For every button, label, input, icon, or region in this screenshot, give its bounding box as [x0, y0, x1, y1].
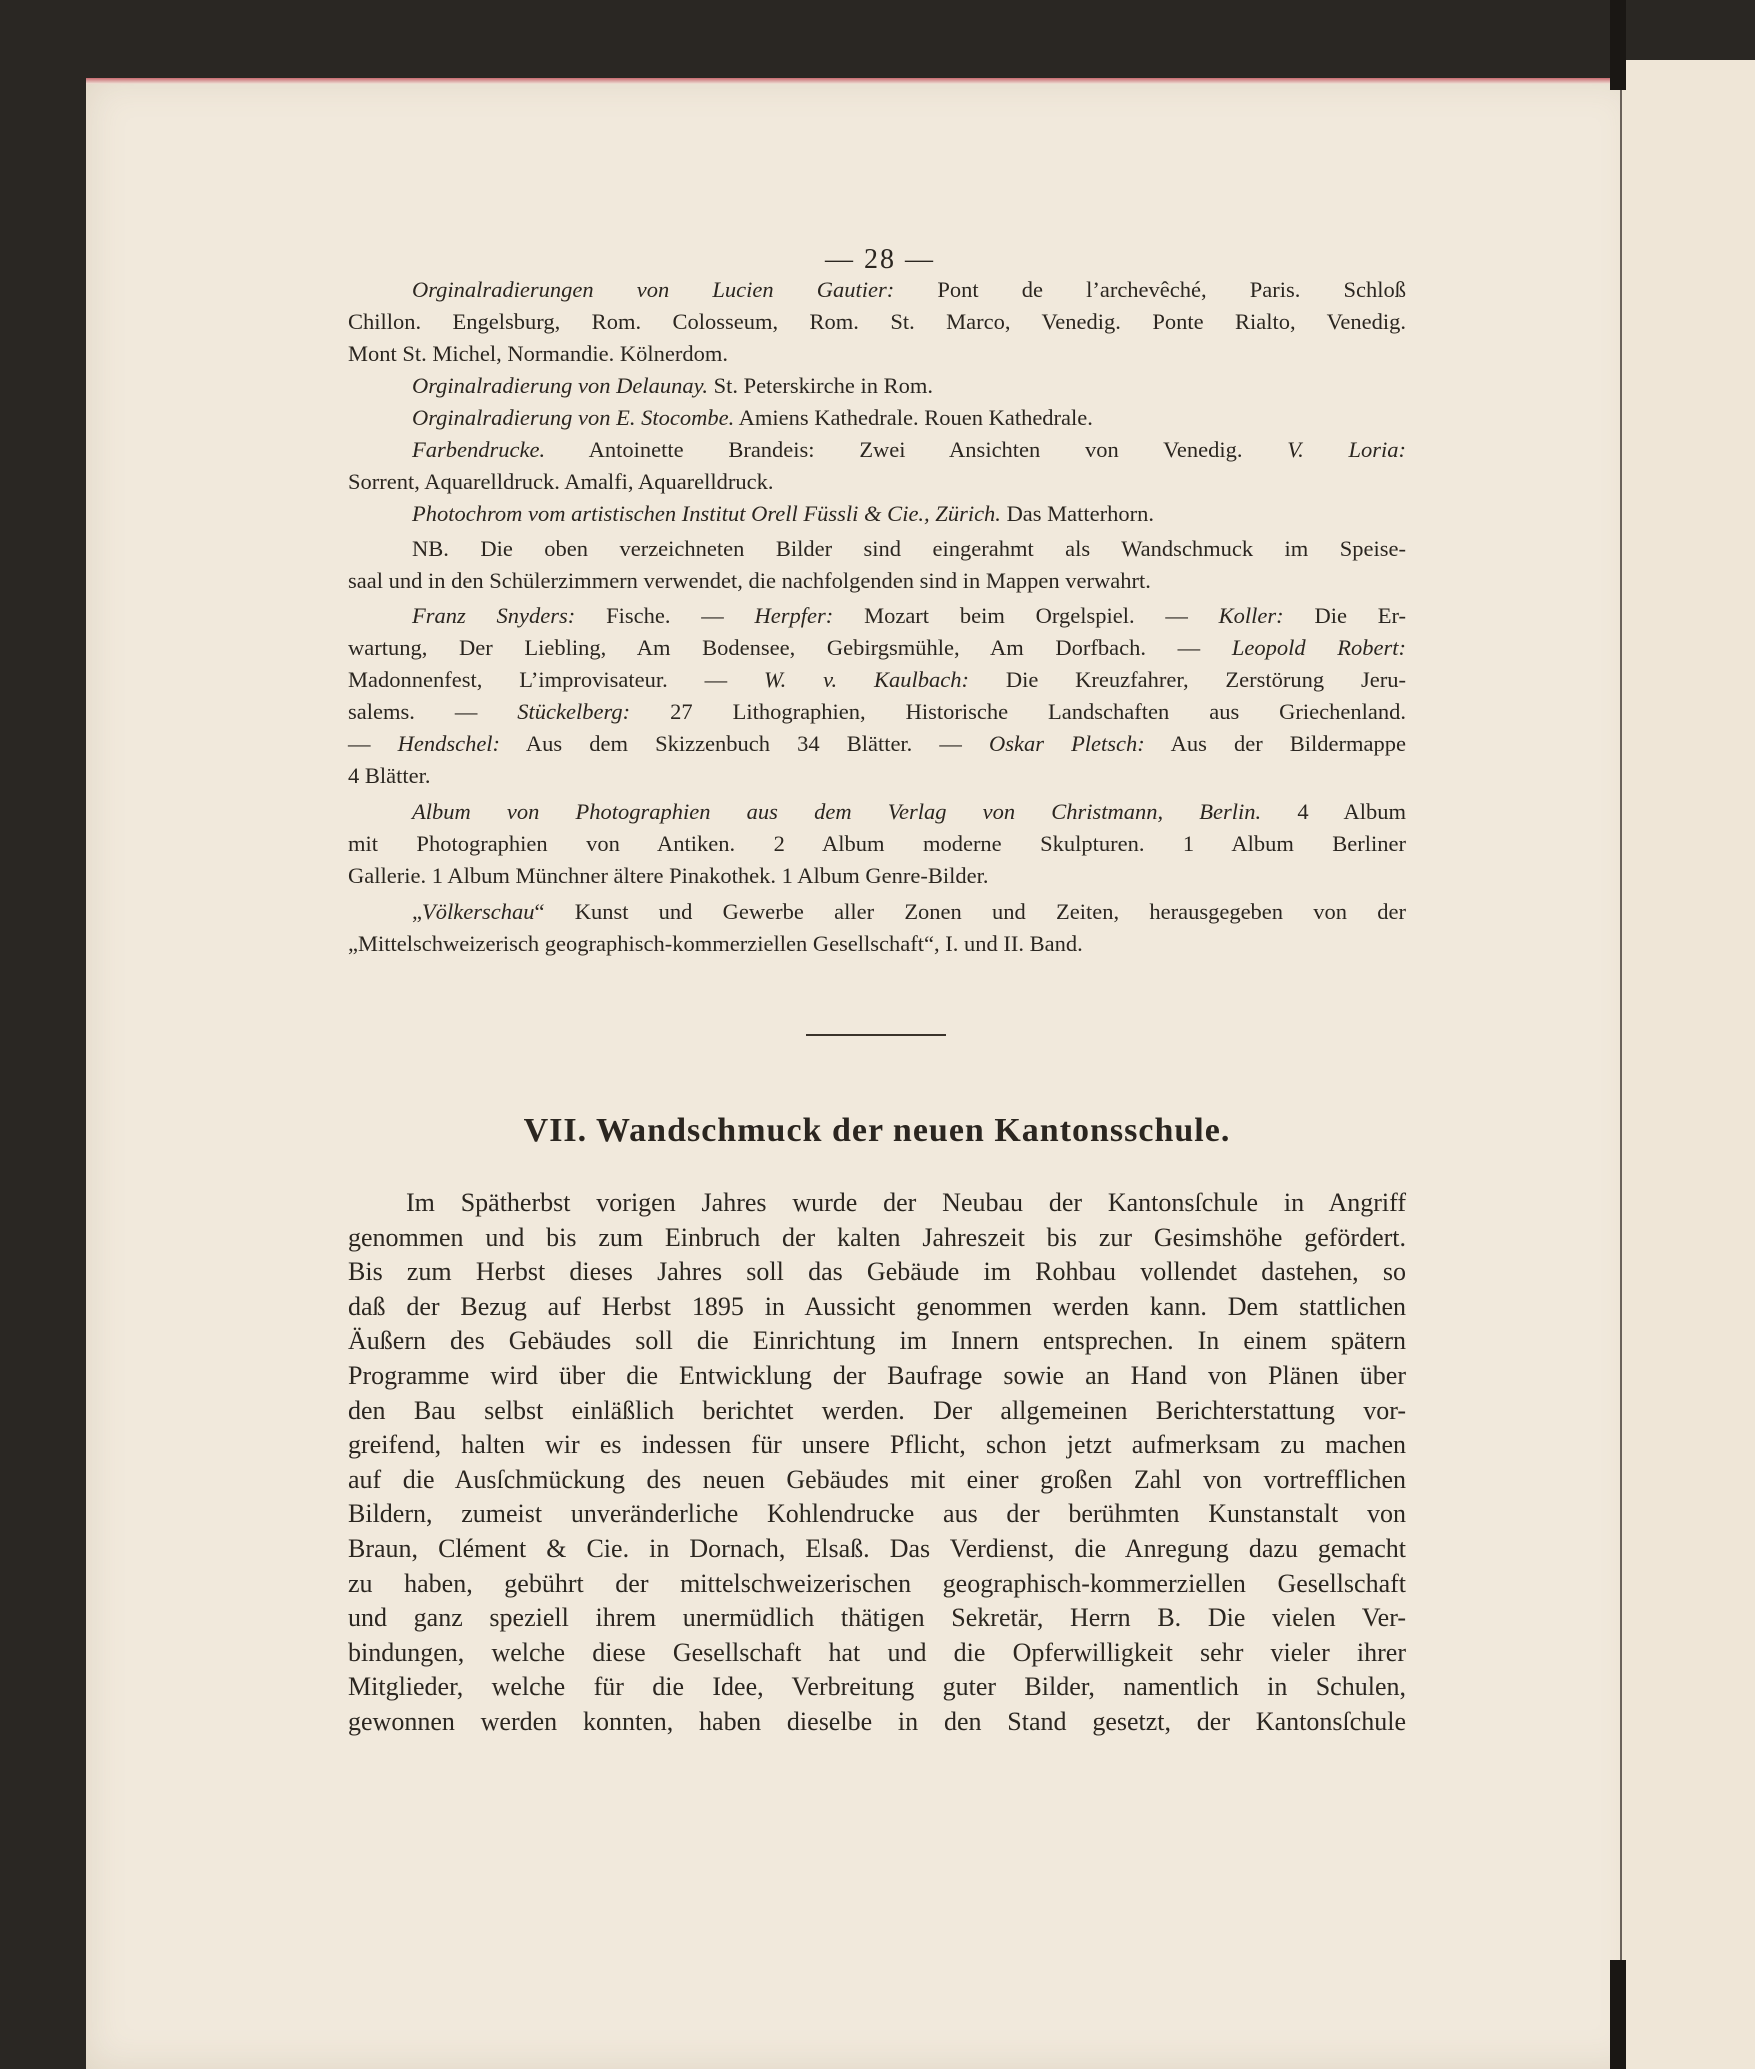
italic-text: Farbendrucke. — [412, 437, 546, 462]
body-line: greifend, halten wir es indessen für unsere Pflicht, schon jetzt aufmerksam zu machen — [348, 1430, 1406, 1460]
body-line: Mitglieder, welche für die Idee, Verbreitung guter Bilder, namentlich in Schulen, — [348, 1672, 1406, 1702]
italic-text: V. Loria: — [1287, 437, 1407, 462]
italic-text: Völkerschau — [422, 899, 535, 924]
list-line — [348, 664, 1406, 697]
text-run: St. Peterskirche in Rom. — [708, 373, 933, 398]
body-line: Bis zum Herbst dieses Jahres soll das Gebäude im Rohbau vollendet dastehen, so — [348, 1257, 1406, 1287]
section-heading: VII. Wandschmuck der neuen Kantonsschule. — [523, 1112, 1231, 1149]
body-line: bindungen, welche diese Gesellschaft hat und die Opferwilligkeit sehr vieler ihrer — [348, 1637, 1406, 1667]
body-line: daß der Bezug auf Herbst 1895 in Aussicht genommen werden kann. Dem stattlichen — [348, 1291, 1406, 1321]
italic-text: Photochrom vom artistischen Institut Orell Füssli & Cie., Zürich. — [412, 501, 1001, 526]
list-line — [412, 896, 1406, 929]
italic-text: Album von Photographien aus dem Verlag von Christmann, Berlin. — [412, 799, 1262, 824]
body-line: genommen und bis zum Einbruch der kalten Jahreszeit bis zur Gesimshöhe gefördert. — [348, 1222, 1406, 1252]
body-line: und ganz speziell ihrem unermüdlich thätigen Sekretär, Herrn B. Die vielen Ver- — [348, 1603, 1406, 1633]
list-line — [348, 565, 1406, 598]
text-run: 27 Lithographien, Historische Landschaften aus Griechenland. — [630, 699, 1406, 724]
body-line: Braun, Clément & Cie. in Dornach, Elsaß. Das Verdienst, die Anregung dazu gemacht — [348, 1533, 1406, 1563]
italic-text: W. v. Kaulbach: — [763, 667, 969, 692]
page-edge-top — [86, 78, 1640, 84]
list-line — [412, 796, 1406, 829]
body-line: Äußern des Gebäudes soll die Einrichtung im Innern entsprechen. In einem spätern — [348, 1326, 1406, 1356]
text-run: Aus dem Skizzenbuch 34 Blätter. — — [500, 731, 989, 756]
body-line: auf die Ausſchmückung des neuen Gebäudes mit einer großen Zahl von vortrefflichen — [348, 1464, 1406, 1494]
text-run: Fische. — — [575, 603, 755, 628]
italic-text: Hendschel: — [397, 731, 501, 756]
facing-page-edge — [1620, 60, 1755, 2069]
text-run: Die Er- — [1283, 603, 1407, 628]
text-run: Chillon. Engelsburg, Rom. Colosseum, Rom. St. Marco, Venedig. Ponte Rialto, Venedig. — [348, 309, 1406, 334]
text-run: “ Kunst und Gewerbe aller Zonen und Zeiten, herausgegeben von der — [534, 899, 1406, 924]
text-run: — — [348, 731, 398, 756]
text-run: „ — [412, 899, 422, 924]
text-run: Mont St. Michel, Normandie. Kölnerdom. — [348, 341, 728, 366]
body-line: den Bau selbst einläßlich berichtet werden. Der allgemeinen Berichterstattung vor- — [348, 1395, 1406, 1425]
list-line — [348, 860, 1406, 893]
list-line — [348, 466, 1406, 499]
list-line — [348, 728, 1406, 761]
text-run: NB. Die oben verzeichneten Bilder sind eingerahmt als Wandschmuck im Speise- — [412, 536, 1406, 561]
italic-text: Orginalradierungen von Lucien Gautier: — [412, 277, 895, 302]
text-run: wartung, Der Liebling, Am Bodensee, Gebirgsmühle, Am Dorfbach. — — [348, 635, 1232, 660]
body-line: zu haben, gebührt der mittelschweizerischen geographisch-kommerziellen Gesellschaft — [348, 1568, 1406, 1598]
text-run: Sorrent, Aquarelldruck. Amalfi, Aquarelldruck. — [348, 469, 774, 494]
text-run: Pont de l’archevêché, Paris. Schloß — [894, 277, 1406, 302]
italic-text: Leopold Robert: — [1231, 635, 1406, 660]
text-run: Gallerie. 1 Album Münchner ältere Pinakothek. 1 Album Genre-Bilder. — [348, 863, 989, 888]
text-run: Aus der Bildermappe — [1144, 731, 1407, 756]
body-line: Programme wird über die Entwicklung der Baufrage sowie an Hand von Plänen über — [348, 1360, 1406, 1390]
text-run: Die Kreuzfahrer, Zerstörung Jeru- — [968, 667, 1407, 692]
body-text — [348, 1186, 1406, 1740]
list-line — [348, 928, 1406, 961]
italic-text: Orginalradierung von E. Stocombe. — [412, 405, 735, 430]
list-line — [412, 274, 1406, 307]
list-line — [348, 338, 1406, 371]
text-run: 4 Album — [1261, 799, 1407, 824]
text-run: saal und in den Schülerzimmern verwendet, die nachfolgenden sind in Mappen verwahrt. — [348, 568, 1151, 593]
list-line — [348, 760, 1406, 793]
list-line — [348, 632, 1406, 665]
italic-text: Franz Snyders: — [412, 603, 576, 628]
list-line — [412, 402, 1406, 435]
italic-text: Oskar Pletsch: — [988, 731, 1145, 756]
text-run: Madonnenfest, L’improvisateur. — — [348, 667, 764, 692]
text-run: Mozart beim Orgelspiel. — — [833, 603, 1219, 628]
body-line: Im Spätherbst vorigen Jahres wurde der Neubau der Kantonsſchule in Angriff — [406, 1188, 1406, 1217]
italic-text: Herpfer: — [754, 603, 834, 628]
bookmark-ribbon-bottom — [1610, 1960, 1626, 2069]
italic-text: Koller: — [1218, 603, 1284, 628]
text-run: Amiens Kathedrale. Rouen Kathedrale. — [734, 405, 1093, 430]
page-number: — 28 — — [825, 244, 935, 275]
body-line: gewonnen werden konnten, haben dieselbe in den Stand gesetzt, der Kantonsſchule — [348, 1706, 1406, 1736]
list-line — [348, 828, 1406, 861]
text-run: salems. — — [348, 699, 518, 724]
text-run: 4 Blätter. — [348, 763, 431, 788]
section-divider — [806, 1034, 946, 1036]
text-run: mit Photographien von Antiken. 2 Album moderne Skulpturen. 1 Album Berliner — [348, 831, 1406, 856]
text-run: Das Matterhorn. — [1000, 501, 1155, 526]
list-line — [412, 533, 1406, 566]
list-line — [412, 370, 1406, 403]
text-run: Antoinette Brandeis: Zwei Ansichten von Venedig. — [545, 437, 1288, 462]
italic-text: Stückelberg: — [517, 699, 631, 724]
list-line — [412, 434, 1406, 467]
list-line — [412, 498, 1406, 531]
body-line: Bildern, zumeist unveränderliche Kohlendrucke aus der berühmten Kunstanstalt von — [348, 1499, 1406, 1529]
list-line — [412, 600, 1406, 633]
list-line — [348, 696, 1406, 729]
list-line — [348, 306, 1406, 339]
bookmark-ribbon-top — [1610, 0, 1626, 90]
text-run: „Mittelschweizerisch geographisch-kommerziellen Gesellschaft“, I. und II. Band. — [348, 931, 1083, 956]
italic-text: Orginalradierung von Delaunay. — [412, 373, 709, 398]
